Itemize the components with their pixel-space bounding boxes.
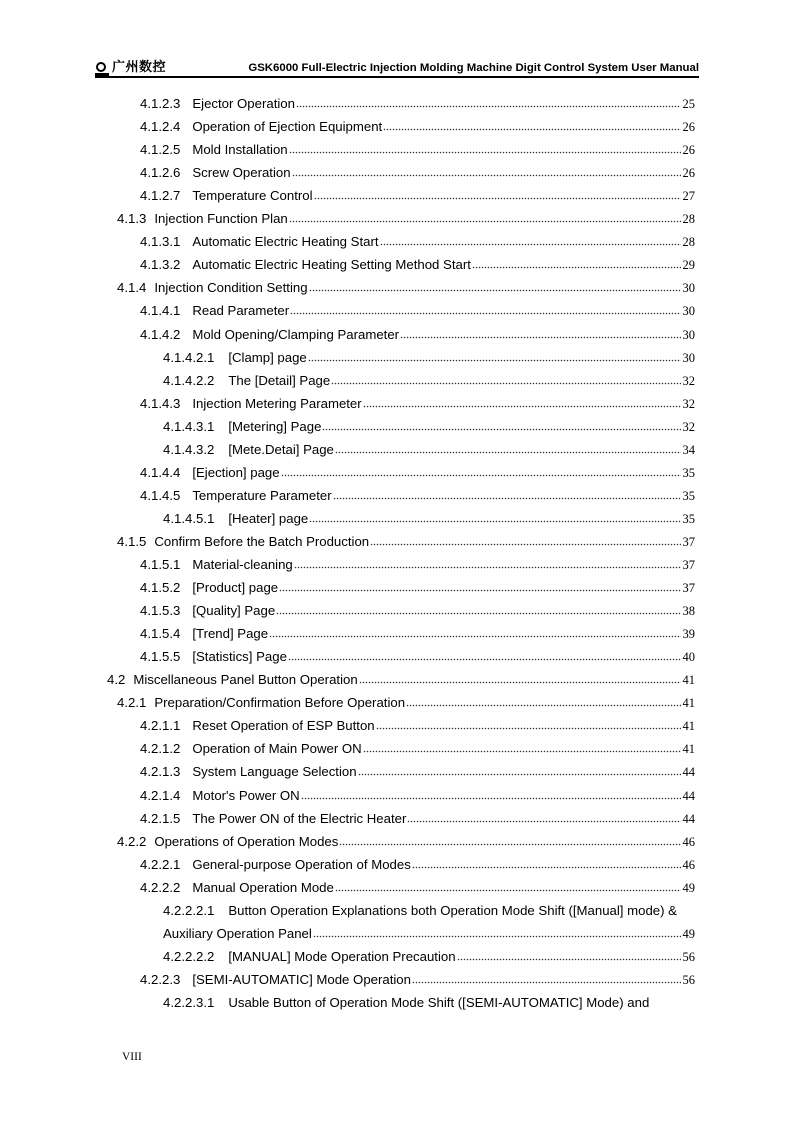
toc-entry-page: 30 xyxy=(682,351,695,365)
toc-entry-page: 41 xyxy=(682,673,695,687)
toc-entry-number: 4.1.5.4 xyxy=(140,626,181,641)
toc-entry-title: [Mete.Detai] Page xyxy=(228,442,334,457)
toc-entry-page: 44 xyxy=(682,765,695,779)
toc-dot-leader xyxy=(296,105,681,108)
toc-entry-number: 4.1.2.3 xyxy=(140,96,181,111)
toc-entry-page: 26 xyxy=(682,120,695,134)
toc-entry-number: 4.2.1.1 xyxy=(140,718,181,733)
toc-entry[interactable] xyxy=(163,945,695,965)
toc-dot-leader xyxy=(333,497,681,500)
toc-entry-number: 4.1.4 xyxy=(117,280,147,295)
toc-entry[interactable] xyxy=(140,737,695,757)
toc-entry[interactable] xyxy=(163,991,695,1011)
toc-entry[interactable] xyxy=(140,645,695,665)
toc-entry[interactable] xyxy=(140,230,695,250)
toc-entry-page: 44 xyxy=(682,812,695,826)
toc-entry-number: 4.2.2.2.1 xyxy=(163,903,215,918)
toc-entry[interactable] xyxy=(140,161,695,181)
toc-entry-title: Preparation/Confirmation Before Operation xyxy=(154,695,406,710)
toc-dot-leader xyxy=(363,750,681,753)
toc-entry-page: 32 xyxy=(682,397,695,411)
toc-entry[interactable] xyxy=(140,392,695,412)
toc-entry[interactable] xyxy=(140,253,695,273)
toc-entry-title: Automatic Electric Heating Start xyxy=(192,234,379,249)
toc-entry-title: Temperature Control xyxy=(192,188,313,203)
gsk-logo-icon xyxy=(95,62,109,76)
toc-entry-title: Operation of Ejection Equipment xyxy=(192,119,383,134)
toc-dot-leader xyxy=(292,174,681,177)
logo-text: 广州数控 xyxy=(112,60,167,75)
toc-entry-title: Motor's Power ON xyxy=(192,788,300,803)
toc-entry-page: 35 xyxy=(682,489,695,503)
toc-entry-title: [Ejection] page xyxy=(192,465,280,480)
toc-dot-leader xyxy=(339,843,680,846)
toc-entry-page: 49 xyxy=(682,927,695,941)
toc-entry[interactable] xyxy=(163,438,695,458)
toc-dot-leader xyxy=(269,635,680,638)
toc-entry-number: 4.1.4.1 xyxy=(140,303,181,318)
toc-entry-number: 4.2.1.2 xyxy=(140,741,181,756)
toc-entry[interactable] xyxy=(140,599,695,619)
toc-entry-number: 4.1.5 xyxy=(117,534,147,549)
toc-entry-number: 4.1.2.5 xyxy=(140,142,181,157)
toc-entry-number: 4.1.3.1 xyxy=(140,234,181,249)
company-logo xyxy=(95,58,166,76)
toc-entry-page: 41 xyxy=(682,742,695,756)
toc-entry[interactable] xyxy=(140,553,695,573)
toc-entry-title: [SEMI-AUTOMATIC] Mode Operation xyxy=(192,972,411,987)
toc-entry-title: Mold Opening/Clamping Parameter xyxy=(192,327,400,342)
toc-entry-number: 4.2.1 xyxy=(117,695,147,710)
toc-entry-number: 4.1.4.3.1 xyxy=(163,419,215,434)
toc-entry-title: Injection Condition Setting xyxy=(154,280,308,295)
toc-entry[interactable] xyxy=(140,760,695,780)
toc-entry-page: 35 xyxy=(682,466,695,480)
toc-entry[interactable] xyxy=(140,461,695,481)
toc-entry-page: 41 xyxy=(682,696,695,710)
toc-entry-title: Automatic Electric Heating Setting Method Start xyxy=(192,257,471,272)
toc-entry-number: 4.2.2.1 xyxy=(140,857,181,872)
toc-entry-page: 56 xyxy=(682,950,695,964)
toc-entry-number: 4.2.1.4 xyxy=(140,788,181,803)
toc-entry[interactable] xyxy=(163,415,695,435)
toc-entry[interactable] xyxy=(163,899,695,919)
toc-dot-leader xyxy=(376,727,681,730)
toc-entry[interactable] xyxy=(140,184,695,204)
toc-entry-number: 4.2 xyxy=(107,672,126,687)
toc-entry[interactable] xyxy=(140,138,695,158)
toc-entry-title: Reset Operation of ESP Button xyxy=(192,718,375,733)
toc-dot-leader xyxy=(335,451,681,454)
toc-dot-leader xyxy=(412,866,681,869)
toc-entry-number: 4.2.2.3 xyxy=(140,972,181,987)
toc-entry-title: [Trend] Page xyxy=(192,626,269,641)
toc-entry-number: 4.1.4.2.1 xyxy=(163,350,215,365)
toc-entry-title: Manual Operation Mode xyxy=(192,880,334,895)
toc-dot-leader xyxy=(309,289,681,292)
toc-entry[interactable] xyxy=(140,484,695,504)
toc-dot-leader xyxy=(400,336,680,339)
toc-entry-title: Ejector Operation xyxy=(192,96,295,111)
toc-entry-number: 4.2.2.2.2 xyxy=(163,949,215,964)
toc-entry-page: 46 xyxy=(682,835,695,849)
toc-dot-leader xyxy=(370,543,680,546)
toc-entry-page: 26 xyxy=(682,166,695,180)
toc-entry-number: 4.1.3.2 xyxy=(140,257,181,272)
toc-dot-leader xyxy=(359,681,681,684)
toc-entry-page: 37 xyxy=(682,558,695,572)
toc-entry-page: 37 xyxy=(682,535,695,549)
toc-entry-number: 4.1.4.3.2 xyxy=(163,442,215,457)
toc-entry[interactable] xyxy=(140,622,695,642)
toc-entry-page: 37 xyxy=(682,581,695,595)
toc-dot-leader xyxy=(289,220,681,223)
toc-entry-page: 26 xyxy=(682,143,695,157)
toc-entry-page: 38 xyxy=(682,604,695,618)
toc-dot-leader xyxy=(380,243,681,246)
toc-entry[interactable] xyxy=(140,323,695,343)
toc-entry[interactable] xyxy=(163,507,695,527)
toc-dot-leader xyxy=(363,405,681,408)
toc-entry-page: 32 xyxy=(682,374,695,388)
toc-entry-title: Operations of Operation Modes xyxy=(154,834,339,849)
toc-dot-leader xyxy=(322,428,680,431)
toc-entry-number: 4.1.2.6 xyxy=(140,165,181,180)
toc-dot-leader xyxy=(313,935,681,938)
toc-entry-page: 49 xyxy=(682,881,695,895)
toc-entry-title: [Metering] Page xyxy=(228,419,322,434)
toc-entry-page: 44 xyxy=(682,789,695,803)
toc-entry[interactable] xyxy=(163,369,695,389)
toc-entry-page: 30 xyxy=(682,328,695,342)
toc-entry-page: 25 xyxy=(682,97,695,111)
toc-dot-leader xyxy=(412,981,681,984)
toc-entry[interactable] xyxy=(140,714,695,734)
toc-dot-leader xyxy=(457,958,681,961)
toc-entry-page: 56 xyxy=(682,973,695,987)
toc-entry-title: System Language Selection xyxy=(192,764,357,779)
toc-dot-leader xyxy=(289,151,681,154)
toc-entry[interactable] xyxy=(117,276,695,296)
toc-entry[interactable] xyxy=(140,876,695,896)
toc-entry-title: Miscellaneous Panel Button Operation xyxy=(133,672,358,687)
toc-dot-leader xyxy=(335,889,681,892)
toc-entry-page: 34 xyxy=(682,443,695,457)
toc-entry-number: 4.1.4.2 xyxy=(140,327,181,342)
toc-entry-title: [Product] page xyxy=(192,580,279,595)
toc-entry-number: 4.1.5.5 xyxy=(140,649,181,664)
toc-entry-title: Auxiliary Operation Panel xyxy=(163,926,312,941)
toc-entry[interactable] xyxy=(117,830,695,850)
toc-entry-page: 35 xyxy=(682,512,695,526)
toc-entry[interactable] xyxy=(140,115,695,135)
toc-dot-leader xyxy=(279,589,680,592)
toc-dot-leader xyxy=(294,566,681,569)
toc-entry-page: 30 xyxy=(682,304,695,318)
toc-dot-leader xyxy=(281,474,681,477)
toc-entry-title: General-purpose Operation of Modes xyxy=(192,857,411,872)
toc-entry-number: 4.1.4.4 xyxy=(140,465,181,480)
toc-entry-number: 4.1.4.5 xyxy=(140,488,181,503)
toc-entry-number: 4.1.5.1 xyxy=(140,557,181,572)
toc-entry-page: 27 xyxy=(682,189,695,203)
toc-entry[interactable] xyxy=(140,576,695,596)
toc-entry-number: 4.2.1.5 xyxy=(140,811,181,826)
toc-dot-leader xyxy=(301,797,681,800)
toc-entry-number: 4.1.5.3 xyxy=(140,603,181,618)
toc-entry[interactable] xyxy=(140,853,695,873)
toc-dot-leader xyxy=(472,266,681,269)
toc-entry[interactable] xyxy=(117,530,695,550)
toc-entry[interactable] xyxy=(107,668,695,688)
toc-entry-title: The [Detail] Page xyxy=(228,373,331,388)
header-divider xyxy=(95,76,699,78)
toc-entry-title: The Power ON of the Electric Heater xyxy=(192,811,407,826)
toc-dot-leader xyxy=(308,359,681,362)
toc-entry-number: 4.2.2.2 xyxy=(140,880,181,895)
toc-entry-page: 30 xyxy=(682,281,695,295)
toc-dot-leader xyxy=(309,520,680,523)
toc-entry-title: Operation of Main Power ON xyxy=(192,741,362,756)
toc-entry[interactable] xyxy=(140,92,695,112)
toc-entry[interactable] xyxy=(140,784,695,804)
toc-entry-page: 40 xyxy=(682,650,695,664)
page-number: VIII xyxy=(122,1051,142,1063)
toc-entry-number: 4.1.4.2.2 xyxy=(163,373,215,388)
toc-entry-title: [Clamp] page xyxy=(228,350,307,365)
toc-entry-title: Material-cleaning xyxy=(192,557,293,572)
toc-entry-page: 29 xyxy=(682,258,695,272)
toc-entry-title: [MANUAL] Mode Operation Precaution xyxy=(228,949,456,964)
toc-entry[interactable] xyxy=(163,922,695,942)
toc-dot-leader xyxy=(358,773,681,776)
toc-entry-number: 4.1.2.7 xyxy=(140,188,181,203)
toc-entry-number: 4.1.5.2 xyxy=(140,580,181,595)
toc-entry-page: 28 xyxy=(682,212,695,226)
toc-dot-leader xyxy=(406,704,680,707)
toc-entry-page: 32 xyxy=(682,420,695,434)
toc-entry-page: 39 xyxy=(682,627,695,641)
toc-entry-page: 41 xyxy=(682,719,695,733)
toc-entry-title: Injection Function Plan xyxy=(154,211,288,226)
toc-entry-number: 4.2.2.3.1 xyxy=(163,995,215,1010)
toc-entry[interactable] xyxy=(163,346,695,366)
toc-entry[interactable] xyxy=(117,691,695,711)
toc-entry[interactable] xyxy=(140,968,695,988)
toc-entry-number: 4.1.4.3 xyxy=(140,396,181,411)
toc-dot-leader xyxy=(407,820,680,823)
toc-dot-leader xyxy=(383,128,680,131)
toc-entry-number: 4.1.4.5.1 xyxy=(163,511,215,526)
toc-entry-number: 4.2.2 xyxy=(117,834,147,849)
toc-entry-number: 4.1.3 xyxy=(117,211,147,226)
manual-title: GSK6000 Full-Electric Injection Molding Machine Digit Control System User Manual xyxy=(248,62,699,74)
toc-dot-leader xyxy=(290,312,680,315)
toc-entry-title: Screw Operation xyxy=(192,165,291,180)
toc-dot-leader xyxy=(288,658,681,661)
toc-dot-leader xyxy=(331,382,680,385)
toc-entry-number: 4.1.2.4 xyxy=(140,119,181,134)
toc-entry[interactable] xyxy=(140,807,695,827)
toc-entry-number: 4.2.1.3 xyxy=(140,764,181,779)
toc-entry-title: [Statistics] Page xyxy=(192,649,287,664)
toc-entry-title: Mold Installation xyxy=(192,142,288,157)
page-header xyxy=(95,56,699,76)
toc-dot-leader xyxy=(314,197,681,200)
toc-entry-page: 28 xyxy=(682,235,695,249)
toc-entry-title: [Heater] page xyxy=(228,511,309,526)
toc-entry-title: Temperature Parameter xyxy=(192,488,332,503)
toc-entry[interactable] xyxy=(117,207,695,227)
toc-dot-leader xyxy=(276,612,680,615)
toc-entry-title: [Quality] Page xyxy=(192,603,276,618)
toc-entry-page: 46 xyxy=(682,858,695,872)
toc-entry-title: Injection Metering Parameter xyxy=(192,396,362,411)
toc-entry-title: Read Parameter xyxy=(192,303,290,318)
toc-entry-title: Usable Button of Operation Mode Shift ([SEMI-AUTOMATIC] Mode) and xyxy=(228,995,650,1010)
toc-entry-title: Button Operation Explanations both Operation Mode Shift ([Manual] mode) & xyxy=(228,903,677,918)
toc-entry-title: Confirm Before the Batch Production xyxy=(154,534,370,549)
toc-entry[interactable] xyxy=(140,299,695,319)
